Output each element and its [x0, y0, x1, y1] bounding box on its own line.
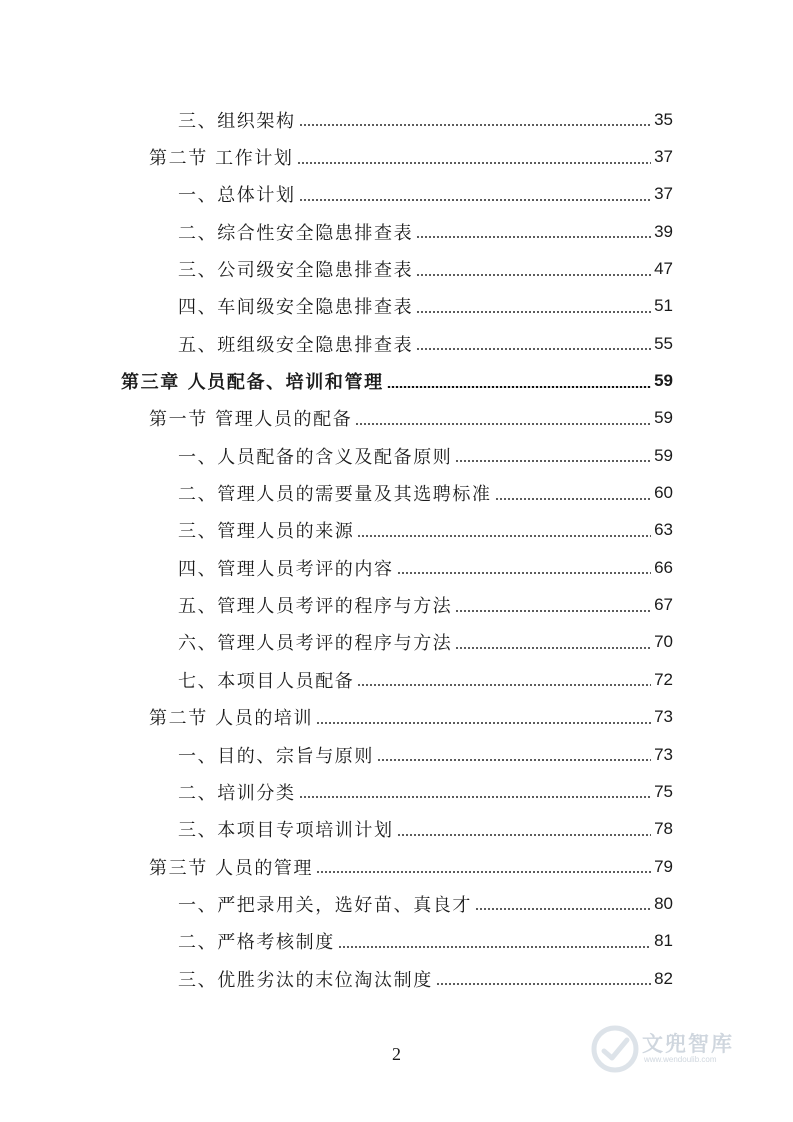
toc-entry[interactable]	[0, 661, 793, 698]
toc-entry-page: 81	[654, 931, 673, 951]
toc-dot-leader	[495, 498, 651, 500]
toc-entry-page: 59	[654, 408, 673, 428]
toc-entry-title: 五、班组级安全隐患排查表	[178, 334, 414, 356]
toc-dot-leader	[316, 722, 651, 724]
toc-dot-leader	[416, 348, 651, 350]
toc-entry-title: 三、本项目专项培训计划	[178, 820, 394, 842]
toc-entry-title: 第三节 人员的管理	[149, 857, 314, 879]
toc-entry-page: 35	[654, 109, 673, 129]
toc-entry[interactable]	[0, 138, 793, 175]
toc-entry-page: 47	[654, 259, 673, 279]
toc-entry-page: 66	[654, 557, 673, 577]
toc-entry[interactable]	[0, 250, 793, 287]
toc-entry-title: 四、车间级安全隐患排查表	[178, 297, 414, 319]
toc-entry[interactable]	[0, 213, 793, 250]
toc-dot-leader	[357, 684, 651, 686]
toc-entry-page: 82	[654, 968, 673, 988]
toc-dot-leader	[455, 460, 651, 462]
toc-entry-page: 79	[654, 856, 673, 876]
toc-entry-page: 60	[654, 483, 673, 503]
toc-entry-title: 五、管理人员考评的程序与方法	[178, 596, 453, 618]
toc-entry-page: 73	[654, 707, 673, 727]
toc-dot-leader	[316, 871, 651, 873]
toc-entry[interactable]	[0, 923, 793, 960]
toc-entry[interactable]	[0, 362, 793, 399]
toc-dot-leader	[338, 946, 651, 948]
toc-entry-page: 63	[654, 520, 673, 540]
watermark-url: www.wendoulib.com	[644, 1055, 717, 1064]
toc-entry[interactable]	[0, 773, 793, 810]
toc-entry-title: 六、管理人员考评的程序与方法	[178, 633, 453, 655]
toc-entry[interactable]	[0, 400, 793, 437]
toc-entry-title: 三、管理人员的来源	[178, 521, 355, 543]
toc-entry[interactable]	[0, 736, 793, 773]
toc-entry-title: 四、管理人员考评的内容	[178, 558, 394, 580]
toc-dot-leader	[299, 796, 651, 798]
toc-entry[interactable]	[0, 811, 793, 848]
toc-entry[interactable]	[0, 101, 793, 138]
toc-entry[interactable]	[0, 474, 793, 511]
toc-dot-leader	[455, 610, 651, 612]
toc-dot-leader	[436, 983, 651, 985]
toc-entry-title: 第二节 人员的培训	[149, 708, 314, 730]
toc-dot-leader	[475, 908, 651, 910]
toc-dot-leader	[387, 386, 651, 388]
toc-entry-title: 一、目的、宗旨与原则	[178, 745, 374, 767]
toc-entry[interactable]	[0, 699, 793, 736]
toc-dot-leader	[357, 535, 651, 537]
toc-dot-leader	[397, 834, 651, 836]
toc-entry-page: 39	[654, 221, 673, 241]
toc-entry-title: 第一节 管理人员的配备	[149, 409, 353, 431]
toc-dot-leader	[455, 647, 651, 649]
toc-entry[interactable]	[0, 848, 793, 885]
toc-entry[interactable]	[0, 176, 793, 213]
toc-entry-title: 三、公司级安全隐患排查表	[178, 260, 414, 282]
table-of-contents	[0, 101, 793, 997]
toc-entry-title: 第三章 人员配备、培训和管理	[121, 372, 384, 394]
toc-entry-page: 70	[654, 632, 673, 652]
toc-dot-leader	[297, 162, 652, 164]
toc-entry[interactable]	[0, 885, 793, 922]
toc-entry-title: 七、本项目人员配备	[178, 670, 355, 692]
toc-entry-title: 二、严格考核制度	[178, 932, 335, 954]
toc-entry-page: 59	[654, 371, 673, 391]
toc-entry-page: 55	[654, 333, 673, 353]
toc-dot-leader	[397, 572, 651, 574]
toc-entry-page: 75	[654, 781, 673, 801]
toc-entry-title: 一、人员配备的含义及配备原则	[178, 446, 453, 468]
toc-entry-page: 51	[654, 296, 673, 316]
toc-entry-page: 59	[654, 445, 673, 465]
toc-entry-page: 80	[654, 893, 673, 913]
toc-entry-title: 一、总体计划	[178, 185, 296, 207]
toc-dot-leader	[416, 311, 651, 313]
toc-entry[interactable]	[0, 624, 793, 661]
toc-entry-title: 二、综合性安全隐患排查表	[178, 222, 414, 244]
toc-entry-page: 73	[654, 744, 673, 764]
toc-entry-page: 67	[654, 595, 673, 615]
toc-entry[interactable]	[0, 549, 793, 586]
toc-dot-leader	[377, 759, 651, 761]
toc-entry[interactable]	[0, 586, 793, 623]
toc-entry-page: 72	[654, 669, 673, 689]
toc-entry-title: 三、优胜劣汰的末位淘汰制度	[178, 969, 433, 991]
toc-entry[interactable]	[0, 325, 793, 362]
toc-dot-leader	[416, 274, 651, 276]
toc-dot-leader	[299, 199, 651, 201]
watermark-brand: 文兜智库	[642, 1032, 734, 1056]
watermark-logo-icon	[590, 1024, 640, 1074]
toc-dot-leader	[355, 423, 651, 425]
toc-entry-title: 二、培训分类	[178, 782, 296, 804]
page-number: 2	[392, 1044, 401, 1064]
toc-entry-page: 37	[654, 184, 673, 204]
toc-dot-leader	[416, 236, 651, 238]
toc-dot-leader	[299, 124, 651, 126]
toc-entry[interactable]	[0, 512, 793, 549]
toc-entry[interactable]	[0, 960, 793, 997]
toc-entry-title: 一、严把录用关，选好苗、真良才	[178, 894, 472, 916]
toc-entry-page: 37	[654, 147, 673, 167]
toc-entry-title: 第二节 工作计划	[149, 148, 294, 170]
toc-entry-title: 三、组织架构	[178, 110, 296, 132]
toc-entry-title: 二、管理人员的需要量及其选聘标准	[178, 484, 492, 506]
toc-entry[interactable]	[0, 437, 793, 474]
toc-entry-page: 78	[654, 819, 673, 839]
watermark	[590, 1022, 765, 1076]
toc-entry[interactable]	[0, 288, 793, 325]
